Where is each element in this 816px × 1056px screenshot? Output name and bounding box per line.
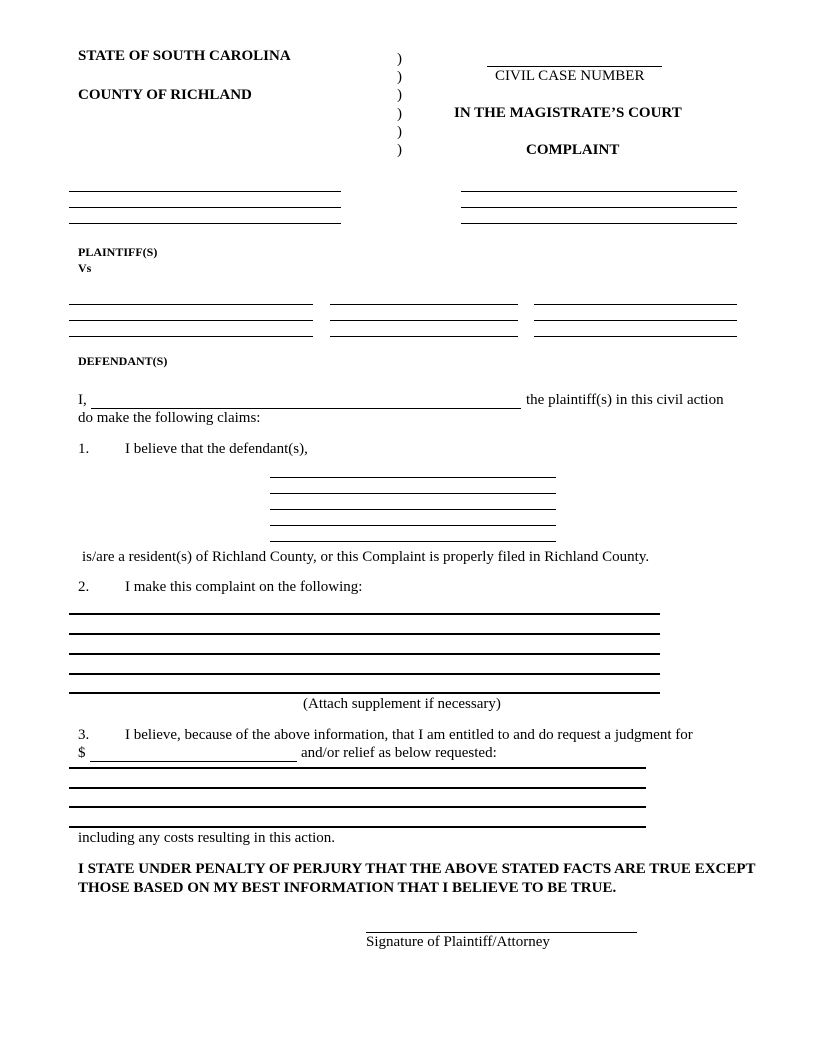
plaintiff-name-line[interactable] xyxy=(69,223,341,224)
relief-line[interactable] xyxy=(69,787,646,789)
relief-line[interactable] xyxy=(69,826,646,828)
defendant-name-line[interactable] xyxy=(330,304,518,305)
caption-bracket: ) xyxy=(397,87,402,103)
complaint-line[interactable] xyxy=(69,692,660,694)
item3-number: 3. xyxy=(78,727,90,743)
versus-label: Vs xyxy=(78,261,92,275)
defendant-list-line[interactable] xyxy=(270,541,556,542)
relief-line[interactable] xyxy=(69,767,646,769)
plaintiff-declarant-field[interactable] xyxy=(91,408,521,409)
defendant-name-line[interactable] xyxy=(69,320,313,321)
state-heading: STATE OF SOUTH CAROLINA xyxy=(78,48,291,64)
currency-symbol: $ xyxy=(78,745,86,761)
signature-label: Signature of Plaintiff/Attorney xyxy=(366,934,550,950)
residency-statement: is/are a resident(s) of Richland County, or this Complaint is properly filed in Richland County. xyxy=(82,549,650,565)
caption-bracket: ) xyxy=(397,51,402,67)
defendant-list-line[interactable] xyxy=(270,493,556,494)
item3-text: I believe, because of the above information, that I am entitled to and do request a judgment for xyxy=(125,727,693,743)
defendant-list-line[interactable] xyxy=(270,477,556,478)
intro-prefix: I, xyxy=(78,392,87,408)
defendant-name-line[interactable] xyxy=(534,336,737,337)
intro-suffix: the plaintiff(s) in this civil action xyxy=(526,392,724,408)
plaintiff-name-line[interactable] xyxy=(69,207,341,208)
caption-bracket: ) xyxy=(397,106,402,122)
judgment-amount-field[interactable] xyxy=(90,761,297,762)
defendant-name-line[interactable] xyxy=(330,336,518,337)
plaintiff-name-line[interactable] xyxy=(69,191,341,192)
plaintiff-address-line[interactable] xyxy=(461,191,737,192)
defendant-list-line[interactable] xyxy=(270,509,556,510)
document-title: COMPLAINT xyxy=(526,142,620,158)
plaintiff-address-line[interactable] xyxy=(461,207,737,208)
relief-line[interactable] xyxy=(69,806,646,808)
complaint-line[interactable] xyxy=(69,613,660,615)
case-number-field[interactable] xyxy=(487,66,662,67)
item2-number: 2. xyxy=(78,579,90,595)
defendant-name-line[interactable] xyxy=(330,320,518,321)
plaintiff-label: PLAINTIFF(S) xyxy=(78,245,158,259)
intro-line2: do make the following claims: xyxy=(78,410,261,426)
defendant-name-line[interactable] xyxy=(534,320,737,321)
costs-text: including any costs resulting in this action. xyxy=(78,830,336,846)
complaint-line[interactable] xyxy=(69,633,660,635)
attach-note: (Attach supplement if necessary) xyxy=(303,696,501,712)
court-title: IN THE MAGISTRATE’S COURT xyxy=(454,105,682,121)
signature-field[interactable] xyxy=(366,932,637,933)
item1-text: I believe that the defendant(s), xyxy=(125,441,308,457)
defendant-name-line[interactable] xyxy=(69,336,313,337)
defendant-list-line[interactable] xyxy=(270,525,556,526)
defendant-label: DEFENDANT(S) xyxy=(78,354,168,368)
caption-bracket: ) xyxy=(397,69,402,85)
item2-text: I make this complaint on the following: xyxy=(125,579,363,595)
defendant-name-line[interactable] xyxy=(69,304,313,305)
complaint-line[interactable] xyxy=(69,653,660,655)
relief-text: and/or relief as below requested: xyxy=(301,745,497,761)
caption-bracket: ) xyxy=(397,142,402,158)
plaintiff-address-line[interactable] xyxy=(461,223,737,224)
case-number-label: CIVIL CASE NUMBER xyxy=(495,68,645,84)
perjury-declaration: I STATE UNDER PENALTY OF PERJURY THAT THE ABOVE STATED FACTS ARE TRUE EXCEPT THOSE BASED ON MY BEST INFORMATION THAT I BELIEVE TO BE TRUE. xyxy=(78,861,756,896)
caption-bracket: ) xyxy=(397,124,402,140)
complaint-line[interactable] xyxy=(69,673,660,675)
item1-number: 1. xyxy=(78,441,90,457)
county-heading: COUNTY OF RICHLAND xyxy=(78,87,252,103)
defendant-name-line[interactable] xyxy=(534,304,737,305)
